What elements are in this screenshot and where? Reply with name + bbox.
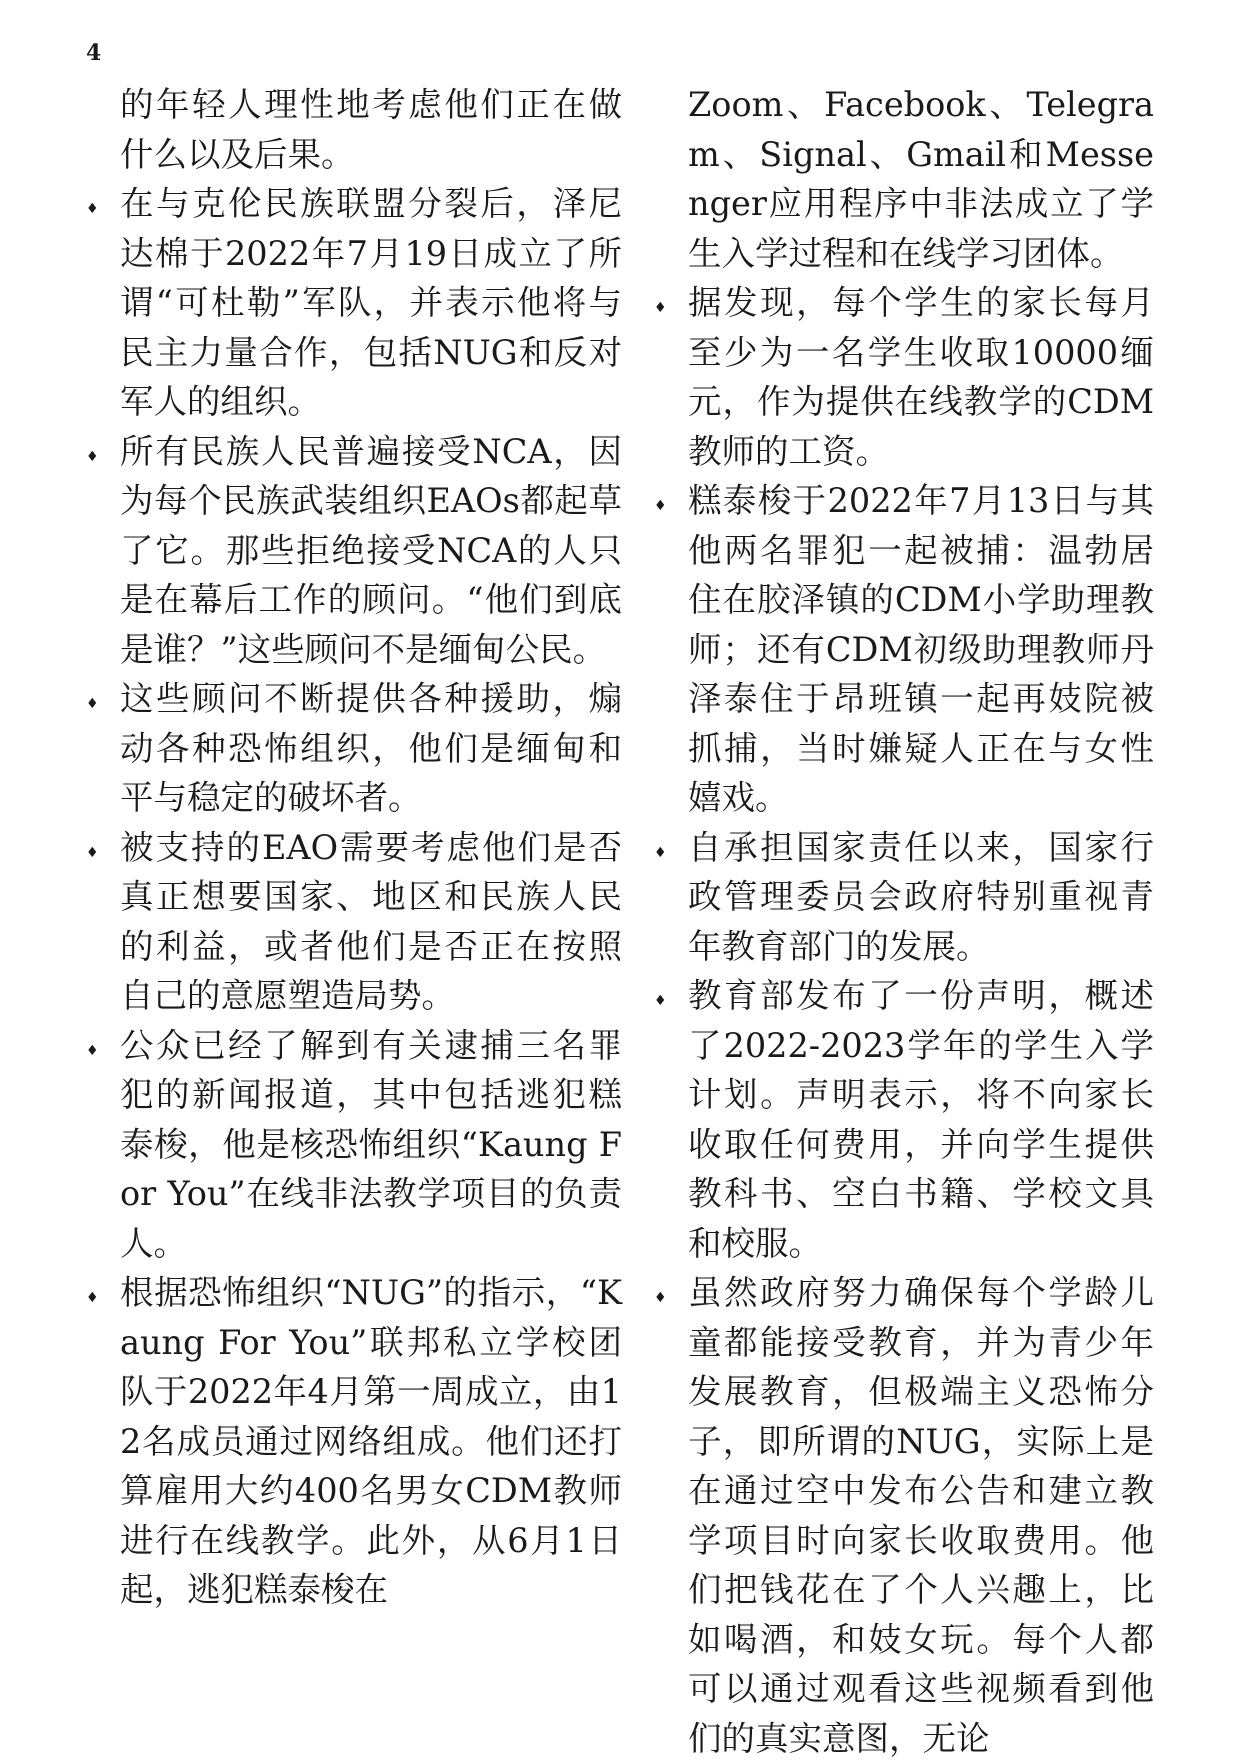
paragraph-text: 在与克伦民族联盟分裂后，泽尼达棉于2022年7月19日成立了所谓“可杜勒”军队，并表示他将与民主力量合作，包括NUG和反对军人的组织。: [120, 184, 622, 421]
paragraph-text: 公众已经了解到有关逮捕三名罪犯的新闻报道，其中包括逃犯糕泰梭，他是核恐怖组织“Kaung For You”在线非法教学项目的负责人。: [120, 1025, 622, 1263]
page-number: 4: [86, 40, 102, 66]
bullet-paragraph: [654, 823, 1154, 972]
diamond-bullet-icon: ♦: [86, 201, 99, 217]
diamond-bullet-icon: ♦: [654, 498, 667, 514]
paragraph-text: 虽然政府努力确保每个学龄儿童都能接受教育，并为青少年发展教育，但极端主义恐怖分子，即所谓的NUG，实际上是在通过空中发布公告和建立教学项目时向家长收取费用。他们把钱花在了个人兴趣上，比如喝酒，和妓女玩。每个人都可以通过观看这些视频看到他们的真实意图，无论: [688, 1273, 1154, 1758]
paragraph-text: Zoom、Facebook、Telegram、Signal、Gmail和Messenger应用程序中非法成立了学生入学过程和在线学习团体。: [688, 85, 1154, 273]
paragraph-text: 根据恐怖组织“NUG”的指示，“Kaung For You”联邦私立学校团队于2022年4月第一周成立，由12名成员通过网络组成。他们还打算雇用大约400名男女CDM教师进行在线教学。此外，从6月1日起，逃犯糕泰梭在: [120, 1273, 622, 1609]
right-column: [654, 80, 1154, 1763]
bullet-paragraph: [654, 1268, 1154, 1763]
continued-paragraph: [86, 80, 622, 179]
bullet-paragraph: [86, 674, 622, 823]
bullet-paragraph: [86, 823, 622, 1021]
diamond-bullet-icon: ♦: [86, 448, 99, 465]
bullet-paragraph: [86, 1021, 622, 1269]
continued-paragraph: [654, 80, 1154, 278]
paragraph-text: 据发现，每个学生的家长每月至少为一名学生收取10000缅元，作为提供在线教学的CDM教师的工资。: [688, 283, 1154, 471]
paragraph-text: 自承担国家责任以来，国家行政管理委员会政府特别重视青年教育部门的发展。: [688, 827, 1154, 966]
paragraph-text: 的年轻人理性地考虑他们正在做什么以及后果。: [120, 85, 622, 174]
bullet-paragraph: [654, 971, 1154, 1268]
paragraph-text: 糕泰梭于2022年7月13日与其他两名罪犯一起被捕：温勃居住在胶泽镇的CDM小学助理教师；还有CDM初级助理教师丹泽泰住于昂班镇一起再妓院被抓捕，当时嫌疑人正在与女性嬉戏。: [688, 481, 1154, 817]
diamond-bullet-icon: ♦: [654, 993, 667, 1009]
bullet-paragraph: [654, 476, 1154, 823]
paragraph-text: 这些顾问不断提供各种援助，煽动各种恐怖组织，他们是缅甸和平与稳定的破坏者。: [120, 679, 622, 817]
left-column: [86, 80, 622, 1615]
paragraph-text: 被支持的EAO需要考虑他们是否真正想要国家、地区和民族人民的利益，或者他们是否正在按照自己的意愿塑造局势。: [120, 827, 622, 1015]
diamond-bullet-icon: ♦: [654, 300, 667, 316]
diamond-bullet-icon: ♦: [86, 1042, 99, 1059]
paragraph-text: 所有民族人民普遍接受NCA，因为每个民族武装组织EAOs都起草了它。那些拒绝接受NCA的人只是在幕后工作的顾问。“他们到底是谁？”这些顾问不是缅甸公民。: [120, 431, 622, 669]
paragraph-text: 教育部发布了一份声明，概述了2022-2023学年的学生入学计划。声明表示，将不向家长收取任何费用，并向学生提供教科书、空白书籍、学校文具和校服。: [688, 976, 1154, 1263]
diamond-bullet-icon: ♦: [86, 844, 99, 861]
bullet-paragraph: [654, 278, 1154, 476]
bullet-paragraph: [86, 1268, 622, 1615]
diamond-bullet-icon: ♦: [86, 1290, 99, 1306]
diamond-bullet-icon: ♦: [86, 696, 99, 712]
diamond-bullet-icon: ♦: [654, 1290, 667, 1306]
bullet-paragraph: [86, 179, 622, 427]
bullet-paragraph: [86, 427, 622, 675]
diamond-bullet-icon: ♦: [654, 844, 667, 861]
